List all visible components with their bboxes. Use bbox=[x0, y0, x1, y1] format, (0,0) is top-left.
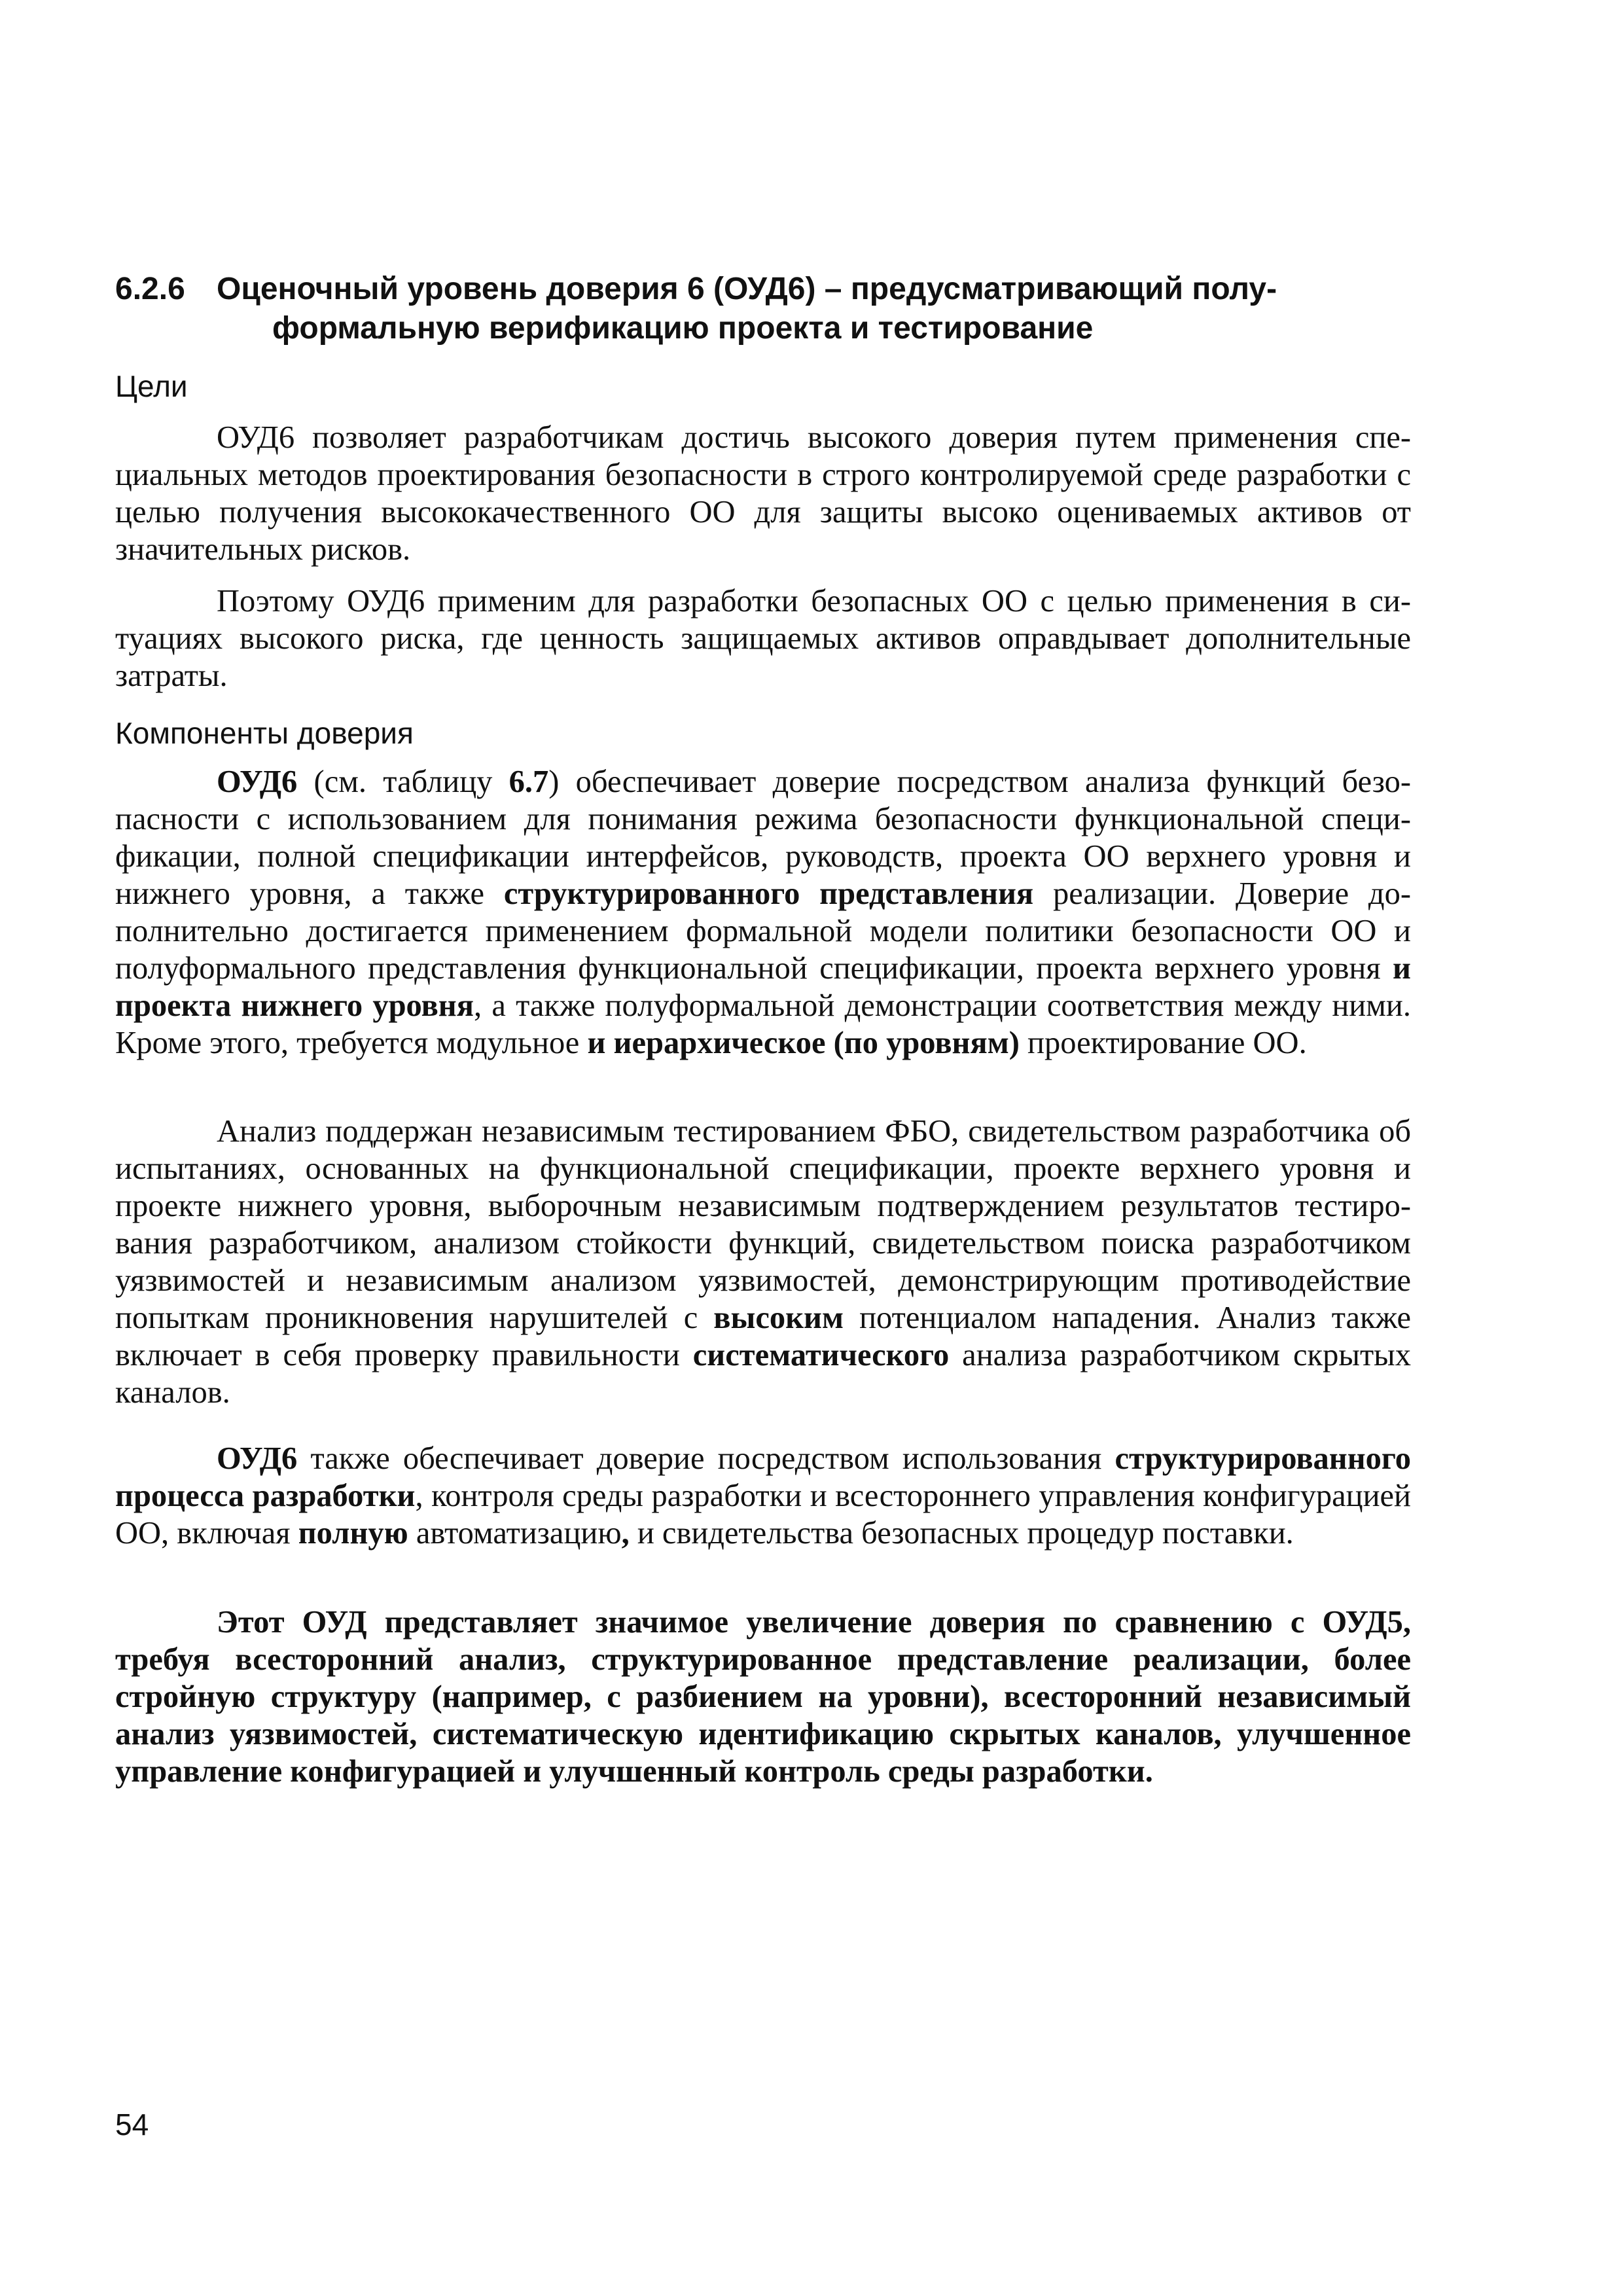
bold-term: полную bbox=[298, 1516, 408, 1551]
bold-term: структурированного представления bbox=[503, 876, 1034, 911]
assurance-components-heading: Компоненты доверия bbox=[115, 716, 414, 750]
assurance-paragraph-2: Анализ поддержан независимым тестированием ФБО, свидетельством разработчика об испытаниях, основанных на функциональной спецификации, проекте верхнего уровня и проекте нижнего уровня, выборочным независимым подтверждением результатов тестирования разработчиком, анализом стойкости функций, свидетельством поиска разработчиком уязвимостей и независимым анализом уязвимостей, демонстрирующим противодействие попыткам проникновения нарушителей с высоким потенциалом нападения. Анализ также включает в себя проверку правильности систематического анализа разработчиком скрытых каналов. bbox=[115, 1114, 1411, 1410]
bold-term: ОУД6 bbox=[217, 1441, 298, 1476]
table-reference: 6.7 bbox=[508, 764, 549, 799]
objectives-paragraph-2: Поэтому ОУД6 применим для разработки безопасных ОО с целью применения в ситуациях высокого риска, где ценность защищаемых активов оправдывает дополнительные затраты. bbox=[115, 584, 1411, 693]
assurance-paragraph-1: ОУД6 (см. таблицу 6.7) обеспечивает доверие посредством анализа функций безопасности с использованием для понимания режима безопасности функциональной спецификации, полной спецификации интерфейсов, руководств, проекта ОО верхнего уровня и нижнего уровня, а также структурированного представления реализации. Доверие дополнительно достигается применением формальной модели политики безопасности ОО и полуформального представления функциональной спецификации, проекта верхнего уровня и проекта нижнего уровня, а также полуформальной демонстрации соответствия между ними. Кроме этого, требуется модульное и иерархическое (по уровням) проектирование ОО. bbox=[115, 764, 1412, 1060]
objectives-paragraph-1: ОУД6 позволяет разработчикам достичь высокого доверия путем применения специальных методов проектирования безопасности в строго контролируемой среде разработки с целью получения высококачественного ОО для защиты высоко оцениваемых активов от значительных рисков. bbox=[115, 420, 1411, 567]
objectives-heading: Цели bbox=[115, 369, 188, 403]
section-number: 6.2.6 bbox=[115, 272, 185, 306]
bold-term: систематического bbox=[692, 1338, 950, 1372]
section-heading bbox=[115, 270, 1424, 348]
bold-term: структурированного процесса разработки bbox=[115, 1441, 1411, 1513]
bold-term: и проекта нижнего уровня bbox=[115, 951, 1411, 1023]
assurance-paragraph-3: ОУД6 также обеспечивает доверие посредством использования структурированного процесса разработки, контроля среды разработки и всестороннего управления конфигурацией ОО, включая полную автоматизацию, и свидетельства безопасных процедур поставки. bbox=[115, 1441, 1412, 1551]
bold-term: высоким bbox=[713, 1300, 844, 1335]
assurance-summary-paragraph: Этот ОУД представляет значимое увеличение доверия по сравнению с ОУД5, требуя всесторонний анализ, структурированное представление реализации, более стройную структуру (например, с разбиением на уровни), всесторонний независимый анализ уязвимостей, систематическую идентификацию скрытых каналов, улучшенное управление конфигурацией и улучшенный контроль среды разработки. bbox=[115, 1605, 1411, 1789]
section-title-line-1: Оценочный уровень доверия 6 (ОУД6) – предусматривающий полу- bbox=[217, 272, 1277, 306]
bold-term: и иерархическое (по уровням) bbox=[587, 1026, 1020, 1060]
section-title-line-2: формальную верификацию проекта и тестирование bbox=[272, 311, 1094, 346]
bold-term: ОУД6 bbox=[217, 764, 298, 799]
page-number: 54 bbox=[115, 2108, 149, 2142]
